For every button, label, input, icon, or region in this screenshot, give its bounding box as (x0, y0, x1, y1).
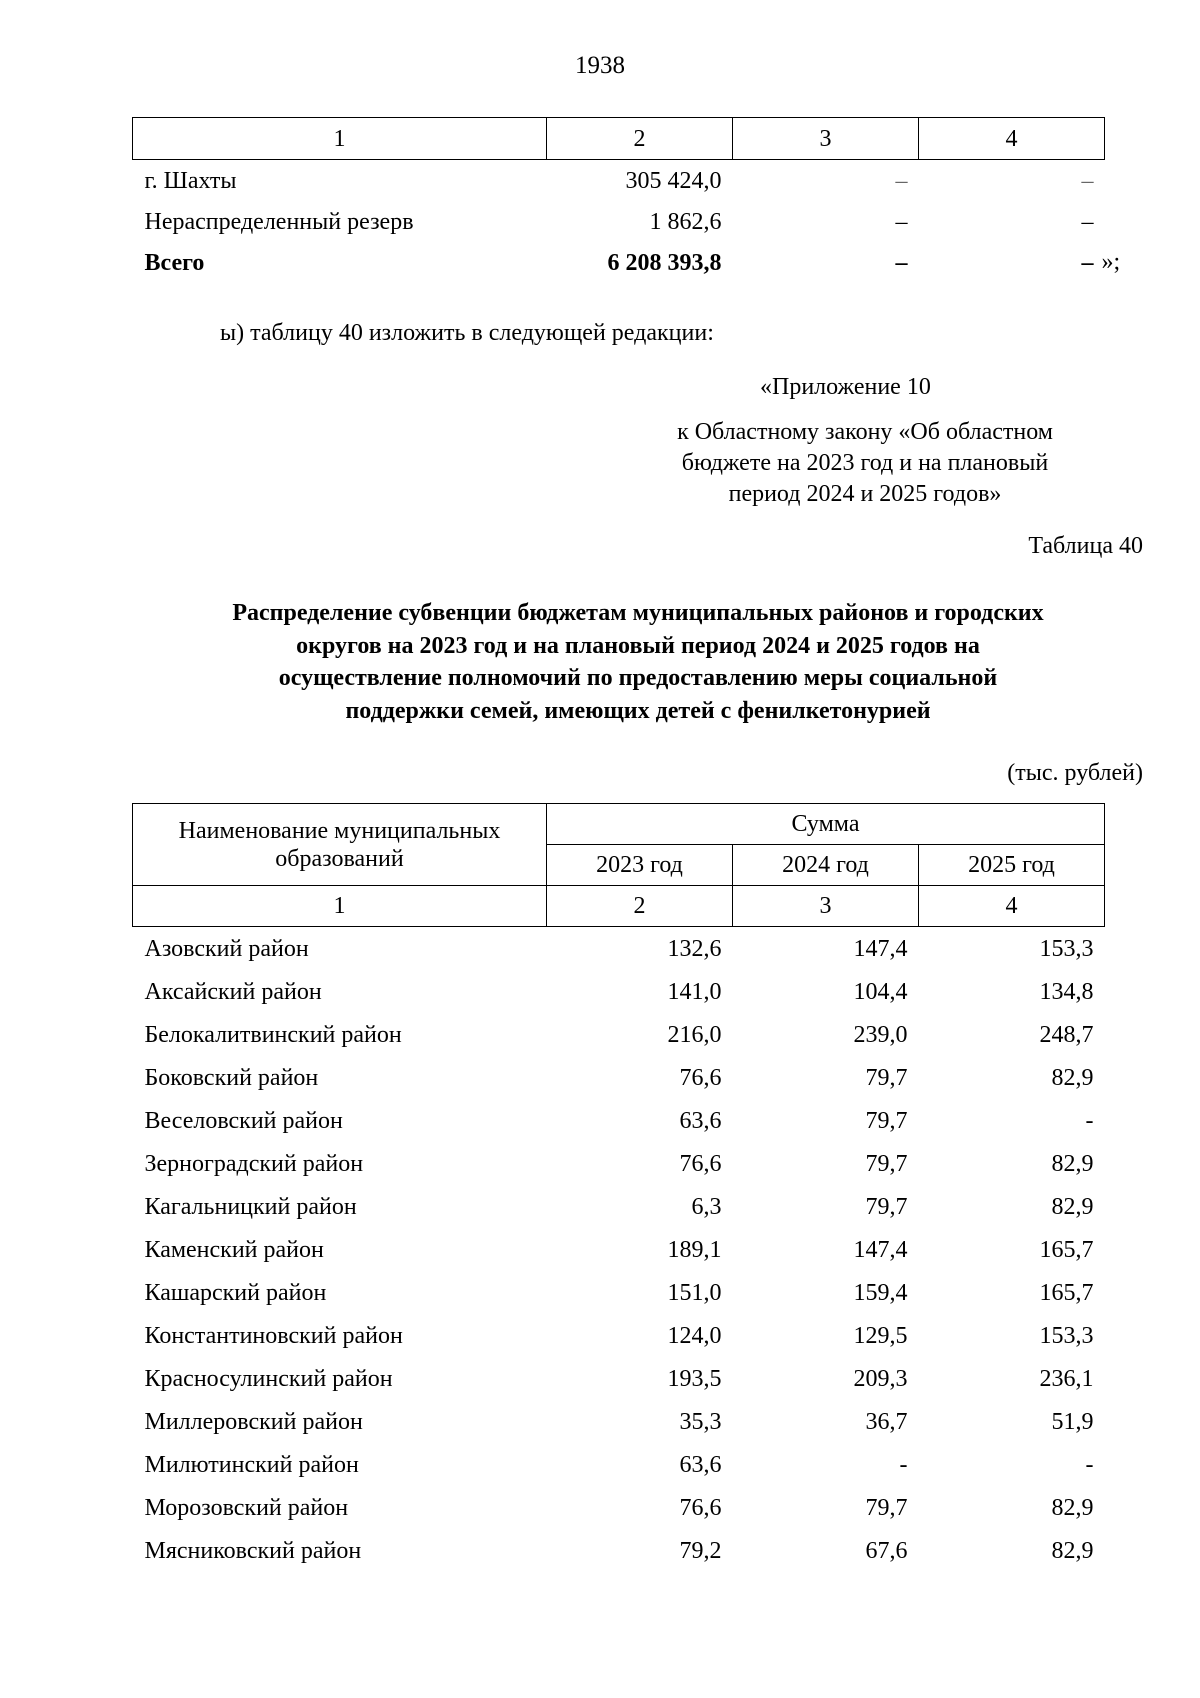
value-2025: 51,9 (1051, 1408, 1094, 1435)
column-number: 1 (133, 886, 547, 927)
value-2023: 35,3 (679, 1408, 722, 1435)
value-2024: 147,4 (853, 1236, 908, 1263)
amendment-instruction: ы) таблицу 40 изложить в следующей редакции: (220, 320, 714, 346)
district-name: Азовский район (144, 935, 309, 962)
value-2025: 82,9 (1051, 1494, 1094, 1521)
value-2025: 165,7 (1039, 1279, 1094, 1306)
table-row (133, 1228, 1105, 1271)
table-row (133, 1013, 1105, 1056)
value-2025: 165,7 (1039, 1236, 1094, 1263)
value-2023: 216,0 (667, 1021, 722, 1048)
row-name: г. Шахты (144, 167, 237, 194)
law-reference-line: период 2024 и 2025 годов» (728, 481, 1002, 507)
table-row (133, 1529, 1105, 1572)
value-2024: 209,3 (853, 1365, 908, 1392)
value-2024: 79,7 (865, 1494, 908, 1521)
district-name: Каменский район (144, 1236, 324, 1263)
value-2023: 151,0 (667, 1279, 722, 1306)
district-name: Красносулинский район (144, 1365, 393, 1392)
value-2025: 82,9 (1051, 1064, 1094, 1091)
value-2025: 153,3 (1039, 1322, 1094, 1349)
value-2025: 82,9 (1051, 1193, 1094, 1220)
subvention-table (132, 803, 1105, 1572)
header-year: 2025 год (919, 845, 1105, 886)
header-year: 2024 год (733, 845, 919, 886)
value-2024: 79,7 (865, 1064, 908, 1091)
units-label: (тыс. рублей) (1007, 760, 1143, 786)
page-number: 1938 (575, 52, 625, 79)
value-2024: 104,4 (853, 978, 908, 1005)
column-number: 3 (733, 886, 919, 927)
value-2023: 1 862,6 (649, 208, 722, 235)
table-row (133, 1271, 1105, 1314)
value-2025: – (1081, 208, 1094, 235)
value-2023: 76,6 (679, 1064, 722, 1091)
column-number: 2 (547, 886, 733, 927)
table-row (133, 160, 1105, 202)
value-2023: 305 424,0 (625, 167, 722, 194)
table-row (133, 970, 1105, 1013)
header-name-cell (133, 804, 547, 886)
value-2025: - (1085, 1107, 1094, 1134)
value-2023: 189,1 (667, 1236, 722, 1263)
value-2024: 79,7 (865, 1150, 908, 1177)
district-name: Веселовский район (144, 1107, 343, 1134)
value-2025: 82,9 (1051, 1537, 1094, 1564)
value-2024: 36,7 (865, 1408, 908, 1435)
header-name-line: Наименование муниципальных (178, 817, 501, 844)
table-row (133, 1314, 1105, 1357)
value-2023: 76,6 (679, 1150, 722, 1177)
header-row (133, 804, 1105, 845)
value-2025: 153,3 (1039, 935, 1094, 962)
column-number: 2 (547, 118, 733, 160)
law-reference-line: бюджете на 2023 год и на плановый (681, 450, 1049, 476)
value-2024: 159,4 (853, 1279, 908, 1306)
total-2023: 6 208 393,8 (607, 249, 722, 276)
total-label: Всего (144, 249, 205, 276)
district-name: Кашарский район (144, 1279, 327, 1306)
total-2024: – (895, 249, 908, 276)
row-name: Нераспределенный резерв (144, 208, 414, 235)
column-number: 3 (733, 118, 919, 160)
table-row (133, 1443, 1105, 1486)
value-2023: 141,0 (667, 978, 722, 1005)
value-2023: 6,3 (691, 1193, 722, 1220)
title-line: Распределение субвенции бюджетам муниципальных районов и городских (232, 600, 1044, 626)
district-name: Кагальницкий район (144, 1193, 357, 1220)
table-row (133, 1486, 1105, 1529)
value-2025: 82,9 (1051, 1150, 1094, 1177)
total-row (133, 242, 1105, 283)
title-line: округов на 2023 год и на плановый период 2024 и 2025 годов на (296, 632, 980, 659)
district-name: Боковский район (144, 1064, 319, 1091)
table-row (133, 1400, 1105, 1443)
total-2025: – (1081, 249, 1094, 276)
column-number: 1 (133, 118, 547, 160)
column-numbers-row (133, 886, 1105, 927)
value-2024: 79,7 (865, 1193, 908, 1220)
law-reference-line: к Областному закону «Об областном (677, 419, 1053, 445)
district-name: Белокалитвинский район (144, 1021, 402, 1048)
header-name-line: образований (275, 845, 404, 872)
value-2023: 63,6 (679, 1451, 722, 1478)
column-numbers-row (133, 118, 1105, 160)
value-2024: - (899, 1451, 908, 1478)
district-name: Константиновский район (144, 1322, 403, 1349)
district-name: Аксайский район (144, 978, 322, 1005)
value-2024: 147,4 (853, 935, 908, 962)
title-line: поддержки семей, имеющих детей с фенилкетонурией (345, 697, 931, 724)
value-2023: 193,5 (667, 1365, 722, 1392)
value-2024: 239,0 (853, 1021, 908, 1048)
district-name: Милютинский район (144, 1451, 359, 1478)
value-2024: 129,5 (853, 1322, 908, 1349)
value-2024: 79,7 (865, 1107, 908, 1134)
value-2025: 134,8 (1039, 978, 1094, 1005)
value-2023: 124,0 (667, 1322, 722, 1349)
law-reference (620, 417, 1110, 510)
value-2024: 67,6 (865, 1537, 908, 1564)
header-sum: Сумма (547, 804, 1105, 845)
column-number: 4 (919, 886, 1105, 927)
column-number: 4 (919, 118, 1105, 160)
table-row (133, 201, 1105, 242)
table-row (133, 1357, 1105, 1400)
table-row (133, 1056, 1105, 1099)
value-2025: 236,1 (1039, 1365, 1094, 1392)
table-row (133, 1142, 1105, 1185)
table-row (133, 1099, 1105, 1142)
district-name: Миллеровский район (144, 1408, 363, 1435)
value-2024: – (895, 167, 908, 194)
value-2023: 79,2 (679, 1537, 722, 1564)
table-row (133, 1185, 1105, 1228)
value-2025: - (1085, 1451, 1094, 1478)
value-2024: – (895, 208, 908, 235)
value-2025: 248,7 (1039, 1021, 1094, 1048)
district-name: Мясниковский район (144, 1537, 362, 1564)
total-2025-cell (919, 242, 1121, 283)
district-name: Морозовский район (144, 1494, 349, 1521)
district-name: Зерноградский район (144, 1150, 364, 1177)
previous-table (132, 117, 1121, 283)
value-2023: 76,6 (679, 1494, 722, 1521)
value-2023: 132,6 (667, 935, 722, 962)
appendix-heading: «Приложение 10 (760, 374, 931, 400)
value-2023: 63,6 (679, 1107, 722, 1134)
header-year: 2023 год (547, 845, 733, 886)
title-line: осуществление полномочий по предоставлению меры социальной (278, 665, 998, 691)
table-title (150, 597, 1126, 727)
closing-quote: »; (1101, 248, 1121, 275)
table-row (133, 927, 1105, 971)
table-number: Таблица 40 (1028, 533, 1143, 559)
value-2025: – (1081, 167, 1094, 194)
